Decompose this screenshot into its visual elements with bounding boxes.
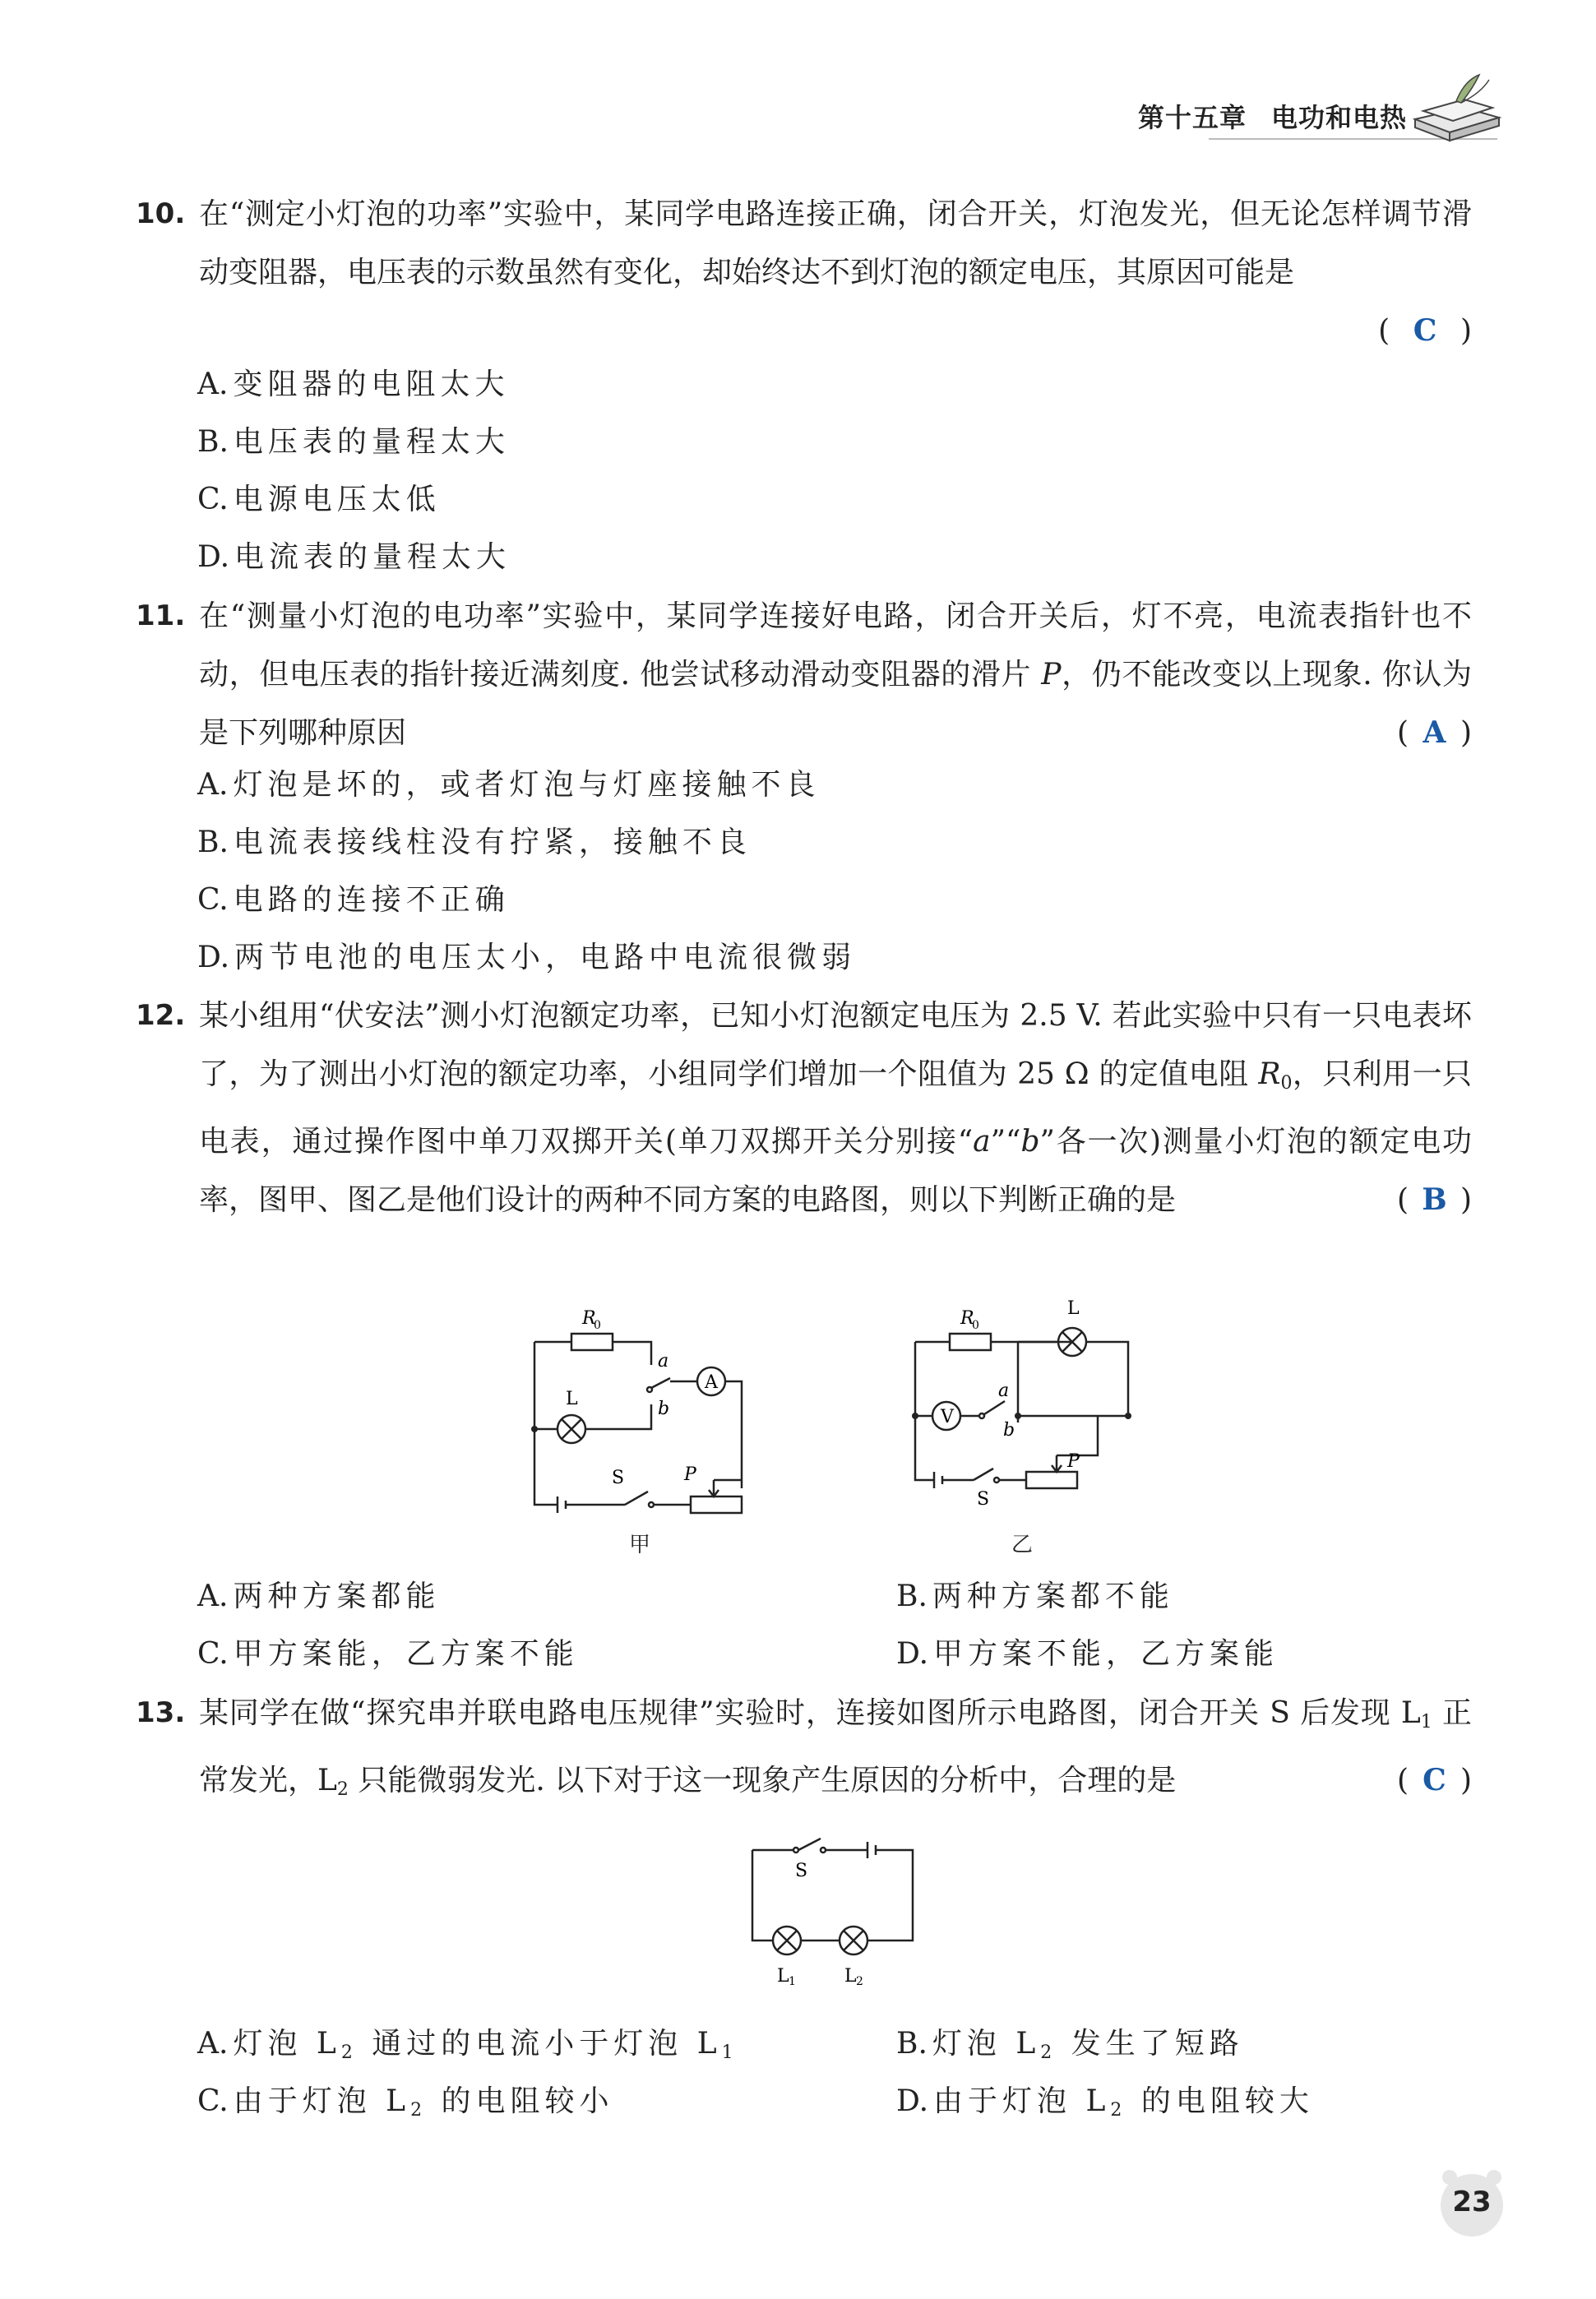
question-number: 10.	[136, 197, 186, 230]
label-l: L	[566, 1389, 578, 1409]
option-c: C. 电源电压太低	[197, 483, 441, 516]
page-header	[123, 89, 1497, 146]
label-s: S	[612, 1468, 625, 1488]
label-r0: R	[582, 1308, 596, 1329]
option-c: C. 甲方案能，乙方案不能	[197, 1637, 579, 1671]
option-b: B. 电压表的量程太大	[197, 425, 510, 459]
question-12	[136, 987, 1472, 1229]
circuit-diagram-jia	[510, 1283, 773, 1529]
figure-caption-jia: 甲	[629, 1533, 651, 1557]
option-a: A. 变阻器的电阻太大	[197, 368, 510, 401]
series-circuit-diagram	[736, 1825, 933, 1990]
chapter-title	[1138, 97, 1407, 135]
label-s: S	[977, 1489, 990, 1510]
label-a: a	[658, 1351, 669, 1372]
answer-bracket: ( C )	[1378, 302, 1472, 360]
svg-text:1: 1	[789, 1975, 796, 1988]
answer-bracket: ( B )	[1397, 1171, 1472, 1229]
option-d: D. 电流表的量程太大	[197, 540, 511, 574]
label-meter: A	[705, 1372, 718, 1393]
resistor-r0	[571, 1334, 613, 1350]
circuit-diagram-yi	[888, 1283, 1151, 1529]
figure-caption-yi: 乙	[1011, 1533, 1034, 1557]
label-s: S	[795, 1861, 808, 1881]
answer-bracket: ( C )	[1397, 1751, 1472, 1810]
option-b: B. 灯泡 $L_2$ 发生了短路	[896, 2027, 1244, 2063]
question-11	[136, 587, 1472, 762]
answer-letter: C	[1413, 313, 1437, 348]
option-a: A. 两种方案都能	[197, 1580, 441, 1613]
option-b: B. 两种方案都不能	[896, 1580, 1174, 1613]
svg-text:0: 0	[972, 1319, 979, 1332]
label-l: L	[1067, 1298, 1080, 1319]
answer-letter: A	[1423, 715, 1446, 750]
option-c: C. 电路的连接不正确	[197, 883, 510, 917]
question-13	[136, 1684, 1472, 1819]
answer-letter: C	[1423, 1763, 1446, 1797]
option-a: A. 灯泡是坏的，或者灯泡与灯座接触不良	[197, 768, 821, 802]
question-text: 某同学在做“探究串并联电路电压规律”实验时，连接如图所示电路图，闭合开关 S 后发现 $L_1$ 正常发光，$L_2$ 只能微弱发光. 以下对于这一现象产生原因的分析中，合理的是 ( C )	[199, 1684, 1472, 1819]
answer-letter: B	[1422, 1182, 1447, 1217]
label-l1: L	[777, 1966, 789, 1987]
question-number: 11.	[136, 599, 186, 632]
rheostat	[691, 1496, 742, 1513]
label-p: P	[684, 1464, 696, 1485]
question-number: 12.	[136, 999, 186, 1032]
books-icon	[1407, 68, 1506, 150]
option-c: C. 由于灯泡 $L_2$ 的电阻较小	[197, 2084, 614, 2121]
question-text: 在“测量小灯泡的电功率”实验中，某同学连接好电路，闭合开关后，灯不亮，电流表指针也不动，但电压表的指针接近满刻度. 他尝试移动滑动变阻器的滑片 P，仍不能改变以上现象. 你认为是下列哪种原因 ( A )	[199, 587, 1472, 762]
question-text: 某小组用“伏安法”测小灯泡额定功率，已知小灯泡额定电压为 2.5 V. 若此实验中只有一只电表坏了，为了测出小灯泡的额定功率，小组同学们增加一个阻值为 25 Ω 的定值电阻 $R_0$，只利用一只电表，通过操作图中单刀双掷开关(单刀双掷开关分别接“a”“b”各一次)测量小灯泡的额定电功率，图甲、图乙是他们设计的两种不同方案的电路图，则以下判断正确的是 ( B )	[199, 987, 1472, 1229]
chapter-number: 第十五章	[1137, 102, 1247, 133]
resistor-r0	[950, 1334, 991, 1350]
svg-text:2: 2	[856, 1975, 863, 1988]
question-number: 13.	[136, 1696, 186, 1729]
page-number-badge	[1427, 2163, 1517, 2241]
rheostat	[1026, 1472, 1077, 1488]
option-d: D. 两节电池的电压太小，电路中电流很微弱	[197, 941, 857, 974]
option-d: D. 甲方案不能，乙方案能	[896, 1637, 1279, 1671]
label-l2: L	[844, 1966, 857, 1987]
label-b: b	[658, 1399, 670, 1419]
label-a: a	[998, 1381, 1010, 1401]
option-b: B. 电流表接线柱没有拧紧，接触不良	[197, 826, 752, 859]
svg-text:0: 0	[594, 1319, 601, 1332]
question-10	[136, 185, 1472, 360]
option-a: A. 灯泡 $L_2$ 通过的电流小于灯泡 $L_1$	[197, 2027, 738, 2063]
label-r0: R	[960, 1308, 974, 1329]
label-b: b	[1003, 1420, 1015, 1441]
chapter-name: 电功和电热	[1270, 102, 1407, 133]
page-number: 23	[1452, 2186, 1492, 2218]
option-d: D. 由于灯泡 $L_2$ 的电阻较大	[896, 2084, 1314, 2121]
label-meter: V	[941, 1407, 954, 1427]
label-p: P	[1067, 1451, 1080, 1472]
question-text: 在“测定小灯泡的功率”实验中，某同学电路连接正确，闭合开关，灯泡发光，但无论怎样调节滑动变阻器，电压表的示数虽然有变化，却始终达不到灯泡的额定电压，其原因可能是	[199, 197, 1472, 289]
answer-bracket: ( A )	[1397, 704, 1472, 762]
